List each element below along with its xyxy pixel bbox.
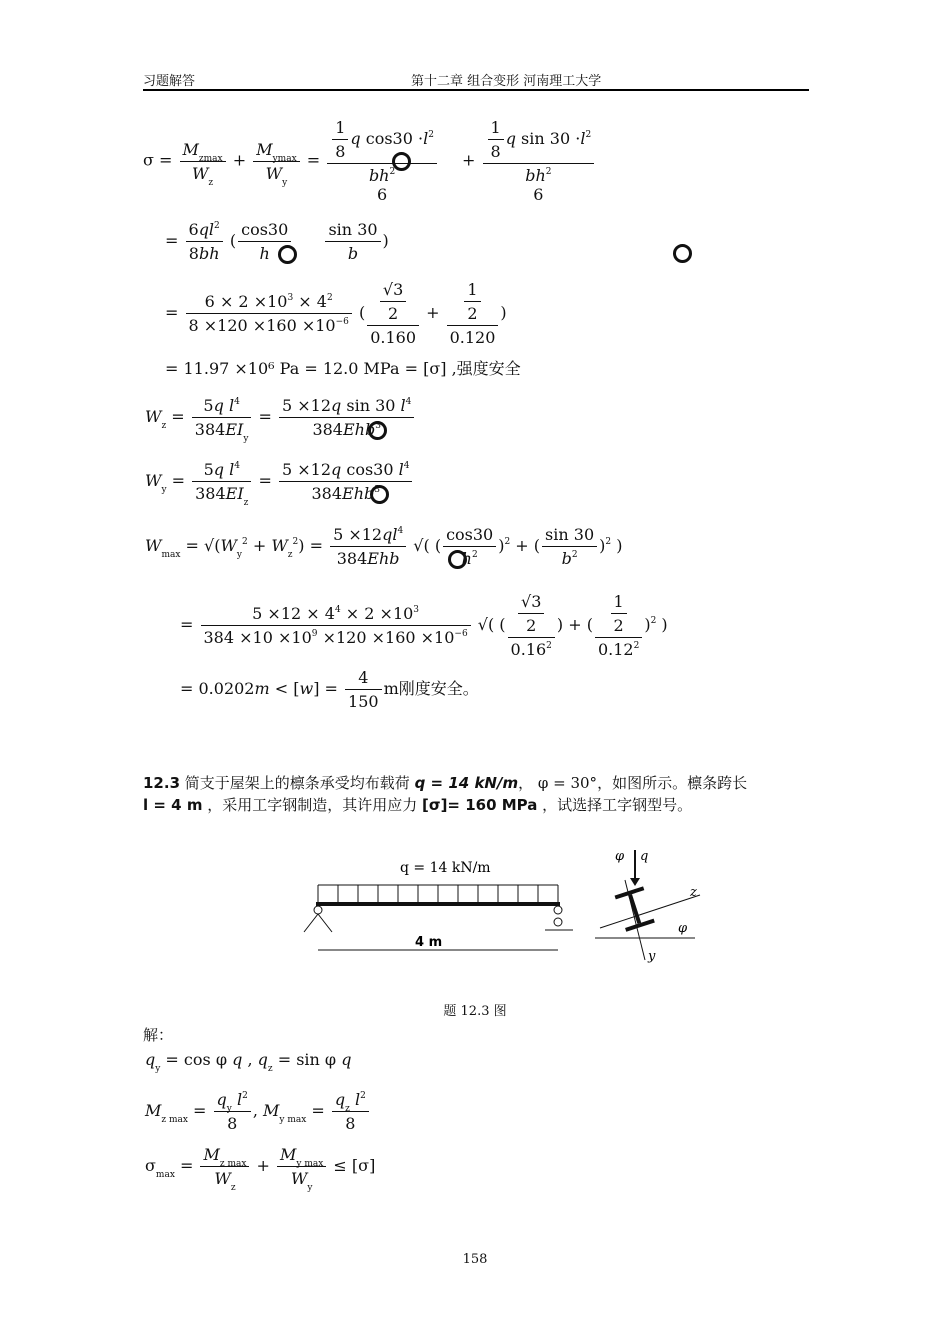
degree-ring <box>368 421 387 440</box>
equation-wy: $W_y$ = $\frac{5q l^4}{384EI_z}$ = $\frac{5 \times 12q \cos 30 l^4}{384Ehb^3}$ <box>145 460 414 503</box>
figure-z-label: z <box>690 885 697 900</box>
equation-wmax-2: = $\frac{5 \times 12 \times 4^4 \times 2 \times 10^3}{384 \times 10 \times 10^9 \times 120 \times 160 \times 10^{-6}}$ √( ( $\frac{\frac{√3}{2}}{0.16^2}$ ) + ( $\frac{\frac{1}{2}}{0.12^2}$ )$^2$ ) <box>180 592 668 659</box>
equation-stress-result: = 11.97 ×10⁶ Pa = 12.0 MPa = [σ] ,强度安全 <box>165 359 521 378</box>
equation-stiffness: = 0.0202m < [w] = $\frac{4}{150}$ m刚度安全。 <box>180 668 479 711</box>
figure-load-label: q = 14 kN/m <box>400 860 491 876</box>
equation-stress-2: = $\frac{6ql^2}{8bh}$ ( $\frac{\cos 30}{h}$ $\frac{\sin 30}{b}$ ) <box>165 220 389 263</box>
left-pin <box>314 906 322 914</box>
header-left: 习题解答 <box>143 74 196 89</box>
solution-label: 解： <box>143 1026 174 1044</box>
figure-caption: 题 12.3 图 <box>443 1004 507 1019</box>
degree-ring <box>370 485 389 504</box>
equation-wmax: $W_{max} = √(W_y^2 + W_z^2)$ = $\frac{5 \times 12ql^4}{\text{384Ehb}}$ √( ( $\frac{\cos 30}{h^2}$ )$^2$ + ( $\frac{\sin 30}{b^2}$ )$^2$ ) <box>145 525 623 568</box>
problem-number: 12.3 <box>143 774 181 792</box>
degree-ring <box>673 244 692 263</box>
equation-wz: $W_z$ = $\frac{5q l^4}{384EI_y}$ = $\frac{5 \times 12q \sin 30 l^4}{384Ehb^3}$ <box>145 396 416 439</box>
right-roller <box>554 906 562 914</box>
figure-q-label: q <box>640 849 649 864</box>
problem-allowable-stress: [σ]= 160 MPa <box>422 796 538 814</box>
beam <box>316 902 560 906</box>
equation-sigma-max: $\sigma_{max}$ = $\frac{M_{z max}}{W_z}$ + $\frac{M_{y max}}{W_y}$ ≤ [σ] <box>145 1145 376 1193</box>
header-center: 第十二章 组合变形 河南理工大学 <box>411 74 602 89</box>
i-beam-section <box>615 886 655 931</box>
problem-text-2: ，如图所示。檩条跨长 <box>597 774 748 792</box>
problem-text-3: ，采用工字钢制造，其许用应力 <box>207 796 418 814</box>
problem-load: q = 14 kN/m <box>414 774 519 792</box>
degree-ring <box>278 245 297 264</box>
figure-span-label: 4 m <box>415 935 443 950</box>
stiffness-conclusion: m刚度安全。 <box>383 679 479 698</box>
problem-span: l = 4 m <box>143 796 203 814</box>
equation-stress-3: = $\frac{6 \times 2 \times 10^3 \times 4^2}{8 \times 120 \times 160 \times 10^{-6}}$ ( $\frac{\frac{√3}{2}}{0.160}$ + $\frac{\frac{1}{2}}{0.120}$ ) <box>165 280 507 347</box>
equation-q-components: $q_y = \cos \varphi$ q , $q_z = \sin \varphi$ q <box>145 1050 352 1074</box>
figure-phi-top: φ <box>615 849 625 864</box>
equation-stress: σ = $\frac{M_{zmax}}{W_z}$ + $\frac{M_{ymax}}{W_y}$ = $\frac{1}{8}$ q $\cos 30 \cdot l^2$ $bh^2$ 6 + $\frac{1}{8}$ q $\sin 30 \cdot l^2$ $bh^2$ 6 <box>143 118 596 204</box>
load-arrowhead <box>630 878 640 886</box>
problem-text-1: 简支于屋架上的檩条承受均布载荷 <box>184 774 410 792</box>
figure-y-label: y <box>648 949 656 964</box>
figure-phi-angle: φ <box>678 921 688 936</box>
degree-ring <box>448 550 467 569</box>
problem-angle: φ = 30° <box>537 774 598 792</box>
page-number: 158 <box>462 1252 488 1267</box>
problem-statement: 12.3 简支于屋架上的檩条承受均布载荷 q = 14 kN/m， φ = 30°，如图所示。檩条跨长 l = 4 m ，采用工字钢制造，其许用应力 [σ]= 160 MPa ，试选择工字钢型号。 <box>143 774 748 814</box>
right-roller-2 <box>554 918 562 926</box>
left-support <box>304 914 332 932</box>
beam-figure <box>290 840 710 980</box>
load-arrows <box>318 885 558 902</box>
degree-ring <box>392 152 411 171</box>
problem-text-4: ，试选择工字钢型号。 <box>542 796 693 814</box>
equation-moments: $M_{z max}$ = $\frac{q_y l^2}{8}$ , $M_{y max}$ = $\frac{q_z l^2}{8}$ <box>145 1090 371 1133</box>
